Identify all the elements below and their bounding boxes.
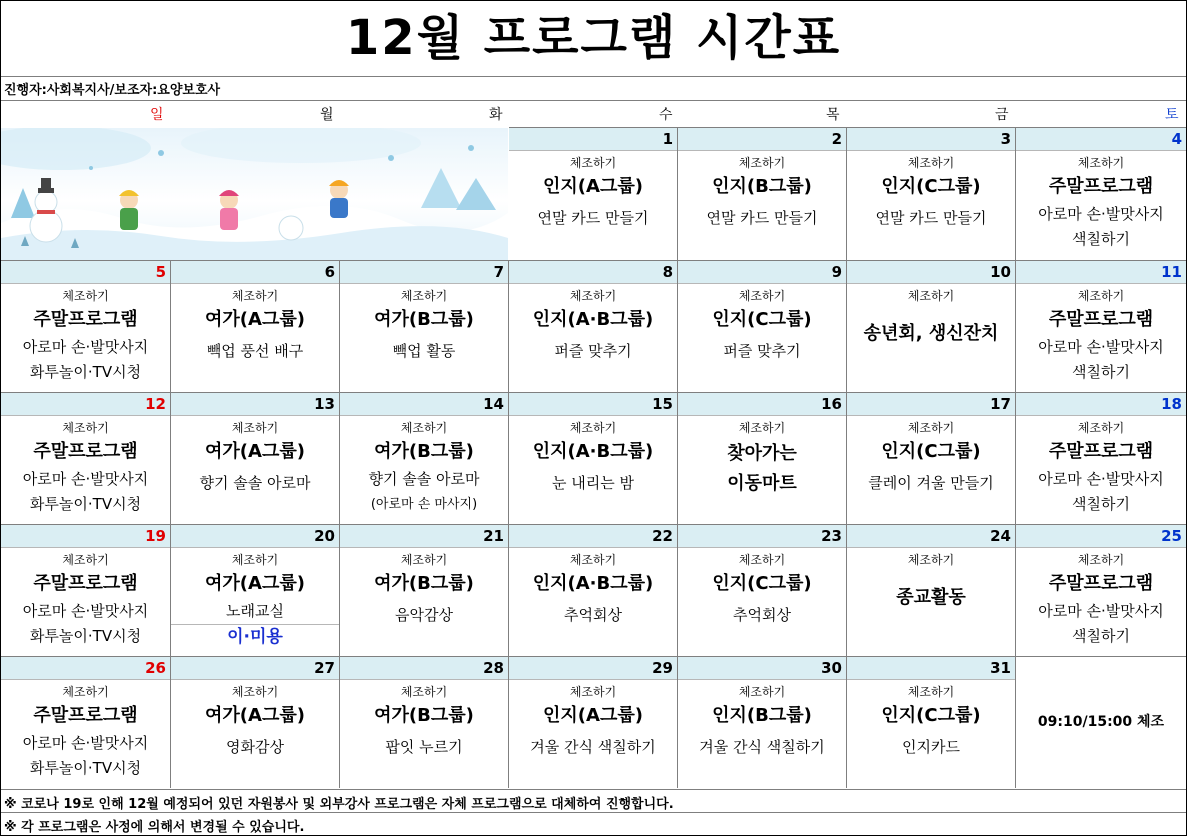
schedule-note: 09:10/15:00 체조: [1037, 714, 1165, 730]
day-cell: [678, 127, 847, 260]
day-content: [171, 284, 339, 364]
date-number: 13: [171, 393, 339, 416]
day-cell: [678, 656, 847, 788]
day-content: [1016, 548, 1186, 649]
day-content: [678, 416, 846, 499]
exercise-label: 체조하기: [738, 289, 786, 303]
date-number: 20: [171, 525, 339, 548]
program-title: 여가(A그룹): [205, 309, 305, 330]
activity-detail: 아로마 손·발맛사지: [1038, 602, 1164, 620]
program-title: 주말프로그램: [33, 441, 138, 462]
date-number: 11: [1016, 261, 1186, 284]
activity-detail: 퍼즐 맞추기: [554, 342, 632, 360]
day-content: [509, 680, 677, 760]
staff-info: 진행자:사회복지사/보조자:요양보호사: [4, 83, 221, 98]
program-title: 여가(B그룹): [374, 441, 474, 462]
day-content: [1, 548, 170, 649]
day-content: [340, 416, 508, 517]
day-content: [340, 548, 508, 628]
date-number: 2: [678, 128, 846, 151]
day-content: [847, 284, 1015, 349]
program-title: 여가(B그룹): [374, 573, 474, 594]
day-cell: [1016, 260, 1186, 392]
exercise-label: 체조하기: [62, 685, 109, 699]
day-content: [1, 284, 170, 385]
activity-detail: 추억회상: [564, 606, 622, 624]
exercise-label: 체조하기: [569, 289, 617, 303]
program-title: 여가(B그룹): [374, 705, 474, 726]
day-cell: [678, 392, 847, 524]
day-cell: [340, 656, 509, 788]
day-cell: [678, 260, 847, 392]
day-cell: [1016, 392, 1186, 524]
day-cell: [340, 260, 509, 392]
day-cell: [1016, 524, 1186, 656]
program-title: 인지(B그룹): [712, 705, 812, 726]
weekday-label: 일: [150, 107, 164, 123]
day-content: [509, 151, 677, 231]
exercise-label: 체조하기: [400, 685, 448, 699]
day-cell: [1, 524, 171, 656]
activity-detail: 향기 솔솔 아로마: [368, 470, 480, 488]
activity-detail: 빽업 풍선 배구: [206, 342, 304, 360]
date-number: 25: [1016, 525, 1186, 548]
activity-detail: 아로마 손·발맛사지: [22, 470, 149, 488]
exercise-label: 체조하기: [569, 553, 617, 567]
exercise-label: 체조하기: [569, 156, 617, 170]
activity-detail: 화투놀이·TV시청: [29, 495, 142, 513]
day-cell: [340, 524, 509, 656]
date-number: 8: [509, 261, 677, 284]
exercise-label: 체조하기: [907, 156, 955, 170]
day-cell: [171, 260, 340, 392]
day-content: [171, 680, 339, 760]
program-title: 주말프로그램: [1048, 573, 1154, 594]
activity-detail: (아로마 손 마사지): [370, 497, 478, 512]
exercise-label: 체조하기: [231, 553, 279, 567]
exercise-label: 체조하기: [62, 289, 109, 303]
day-cell: [171, 656, 340, 788]
activity-detail: 색칠하기: [1072, 627, 1130, 645]
day-content: [1, 680, 170, 781]
program-title: 종교활동: [896, 587, 966, 608]
date-number: 1: [509, 128, 677, 151]
day-content: [509, 548, 677, 628]
day-cell: [1016, 127, 1186, 260]
day-content: [847, 680, 1015, 760]
program-title: 인지(C그룹): [881, 441, 981, 462]
exercise-label: 체조하기: [1077, 421, 1125, 435]
day-content: [678, 151, 846, 231]
program-title: 여가(A그룹): [205, 441, 305, 462]
weekday-label: 화: [489, 107, 503, 123]
day-cell: [847, 656, 1016, 788]
divider: [1, 789, 1186, 790]
divider: [1, 100, 1186, 101]
program-title: 주말프로그램: [1048, 441, 1154, 462]
date-number: 10: [847, 261, 1015, 284]
exercise-label: 체조하기: [907, 685, 955, 699]
week-row: [1, 127, 1186, 260]
activity-detail: 음악감상: [395, 606, 453, 624]
activity-detail: 화투놀이·TV시청: [29, 759, 142, 777]
exercise-label: 체조하기: [569, 421, 617, 435]
weekday-label: 월: [320, 107, 334, 123]
date-number: 16: [678, 393, 846, 416]
day-cell: [1, 656, 171, 788]
activity-detail: 인지카드: [902, 738, 960, 756]
program-title-line2: 이동마트: [727, 473, 797, 494]
day-cell: [678, 524, 847, 656]
date-number: 3: [847, 128, 1015, 151]
activity-detail: 노래교실: [226, 602, 284, 620]
program-title: 인지(A그룹): [543, 176, 643, 197]
exercise-label: 체조하기: [231, 685, 279, 699]
day-content: [171, 416, 339, 496]
day-cell: [340, 392, 509, 524]
weekday-label: 수: [659, 107, 673, 123]
day-content: [1016, 151, 1186, 252]
day-cell: [509, 127, 678, 260]
program-title: 주말프로그램: [33, 705, 138, 726]
date-number: 21: [340, 525, 508, 548]
date-number: 19: [1, 525, 170, 548]
activity-detail: 퍼즐 맞추기: [723, 342, 801, 360]
exercise-label: 체조하기: [231, 289, 279, 303]
day-content: [1, 416, 170, 517]
week-row: [1, 656, 1186, 788]
activity-detail: 빽업 활동: [392, 342, 456, 360]
activity-detail: 아로마 손·발맛사지: [1038, 205, 1164, 223]
day-cell: [509, 656, 678, 788]
day-cell: [1, 260, 171, 392]
date-number: 4: [1016, 128, 1186, 151]
date-number: 24: [847, 525, 1015, 548]
program-title: 인지(C그룹): [881, 705, 981, 726]
day-cell: [1016, 656, 1186, 788]
activity-detail: 추억회상: [733, 606, 791, 624]
exercise-label: 체조하기: [907, 289, 955, 303]
program-title: 인지(C그룹): [881, 176, 981, 197]
date-number: 6: [171, 261, 339, 284]
date-number: 23: [678, 525, 846, 548]
day-cell: [171, 524, 340, 656]
day-content: [678, 284, 846, 364]
exercise-label: 체조하기: [738, 156, 786, 170]
activity-detail: 아로마 손·발맛사지: [1038, 338, 1164, 356]
activity-detail: 화투놀이·TV시청: [29, 627, 142, 645]
week-row: [1, 524, 1186, 656]
date-number: 22: [509, 525, 677, 548]
day-content: [340, 680, 508, 760]
day-content: [1016, 284, 1186, 385]
activity-detail: 겨울 간식 색칠하기: [530, 738, 656, 756]
activity-detail: 클레이 겨울 만들기: [868, 474, 994, 492]
activity-detail: 색칠하기: [1072, 230, 1130, 248]
exercise-label: 체조하기: [400, 421, 448, 435]
date-number: 12: [1, 393, 170, 416]
date-number: 18: [1016, 393, 1186, 416]
date-number: 26: [1, 657, 170, 680]
footnote-2: ※ 각 프로그램은 사정에 의해서 변경될 수 있습니다.: [4, 820, 305, 835]
program-title: 인지(C그룹): [712, 573, 812, 594]
weekday-label: 목: [826, 107, 840, 123]
week-row: [1, 260, 1186, 392]
program-title: 여가(A그룹): [205, 705, 305, 726]
day-cell: [509, 392, 678, 524]
date-number: 28: [340, 657, 508, 680]
date-number: 17: [847, 393, 1015, 416]
activity-detail: 아로마 손·발맛사지: [1038, 470, 1164, 488]
program-title: 인지(A·B그룹): [532, 441, 654, 462]
page-title: 12월 프로그램 시간표: [345, 10, 842, 66]
day-content: [847, 151, 1015, 231]
footnote-1: ※ 코로나 19로 인해 12월 예정되어 있던 자원봉사 및 외부강사 프로그램은 자체 프로그램으로 대체하여 진행합니다.: [4, 797, 674, 812]
date-number: 7: [340, 261, 508, 284]
program-title: 주말프로그램: [1048, 309, 1154, 330]
activity-detail: 아로마 손·발맛사지: [22, 602, 149, 620]
day-cell: [509, 524, 678, 656]
activity-detail: 색칠하기: [1072, 495, 1130, 513]
day-content: [678, 680, 846, 760]
activity-detail: 아로마 손·발맛사지: [22, 734, 149, 752]
day-cell: [171, 392, 340, 524]
activity-detail: 연말 카드 만들기: [537, 209, 649, 227]
day-cell: [509, 260, 678, 392]
program-title: 인지(A그룹): [543, 705, 643, 726]
activity-detail: 연말 카드 만들기: [875, 209, 987, 227]
day-content: [171, 548, 339, 650]
exercise-label: 체조하기: [1077, 289, 1125, 303]
day-content: [847, 416, 1015, 496]
weekday-label: 토: [1165, 107, 1179, 123]
exercise-label: 체조하기: [907, 553, 955, 567]
date-number: 27: [171, 657, 339, 680]
exercise-label: 체조하기: [569, 685, 617, 699]
program-title: 인지(A·B그룹): [532, 573, 654, 594]
program-title: 인지(C그룹): [712, 309, 812, 330]
exercise-label: 체조하기: [62, 421, 109, 435]
program-title: 인지(B그룹): [712, 176, 812, 197]
activity-detail: 화투놀이·TV시청: [29, 363, 142, 381]
day-content: [509, 284, 677, 364]
week-row: [1, 392, 1186, 524]
program-title: 주말프로그램: [33, 309, 138, 330]
day-cell: [847, 392, 1016, 524]
day-cell: [847, 260, 1016, 392]
date-number: 30: [678, 657, 846, 680]
special-event: 이·미용: [171, 624, 339, 650]
program-title: 여가(A그룹): [205, 573, 305, 594]
exercise-label: 체조하기: [1077, 553, 1125, 567]
program-title: 찾아가는: [727, 443, 797, 464]
weekday-label: 금: [995, 107, 1009, 123]
activity-detail: 색칠하기: [1072, 363, 1130, 381]
program-title: 주말프로그램: [33, 573, 138, 594]
date-number: 31: [847, 657, 1015, 680]
day-cell: [847, 524, 1016, 656]
day-content: [340, 284, 508, 364]
program-title: 여가(B그룹): [374, 309, 474, 330]
date-number: 29: [509, 657, 677, 680]
exercise-label: 체조하기: [400, 289, 448, 303]
divider: [1, 76, 1186, 77]
date-number: 5: [1, 261, 170, 284]
program-title: 주말프로그램: [1048, 176, 1154, 197]
exercise-label: 체조하기: [1077, 156, 1125, 170]
activity-detail: 향기 솔솔 아로마: [199, 474, 311, 492]
activity-detail: 팝잇 누르기: [385, 738, 463, 756]
exercise-label: 체조하기: [62, 553, 109, 567]
activity-detail: 아로마 손·발맛사지: [22, 338, 149, 356]
activity-detail: 겨울 간식 색칠하기: [699, 738, 825, 756]
activity-detail: 연말 카드 만들기: [706, 209, 818, 227]
exercise-label: 체조하기: [907, 421, 955, 435]
program-title: 송년회, 생신잔치: [863, 323, 999, 344]
date-number: 15: [509, 393, 677, 416]
activity-detail: 영화감상: [226, 738, 284, 756]
exercise-label: 체조하기: [738, 421, 786, 435]
program-title: 인지(A·B그룹): [532, 309, 654, 330]
date-number: 9: [678, 261, 846, 284]
exercise-label: 체조하기: [738, 685, 786, 699]
exercise-label: 체조하기: [738, 553, 786, 567]
exercise-label: 체조하기: [400, 553, 448, 567]
day-content: [847, 548, 1015, 613]
exercise-label: 체조하기: [231, 421, 279, 435]
day-content: [678, 548, 846, 628]
day-content: [1016, 416, 1186, 517]
day-content: [509, 416, 677, 496]
activity-detail: 눈 내리는 밤: [552, 474, 634, 492]
day-cell: [847, 127, 1016, 260]
date-number: 14: [340, 393, 508, 416]
day-cell: [1, 392, 171, 524]
divider: [1, 812, 1186, 813]
